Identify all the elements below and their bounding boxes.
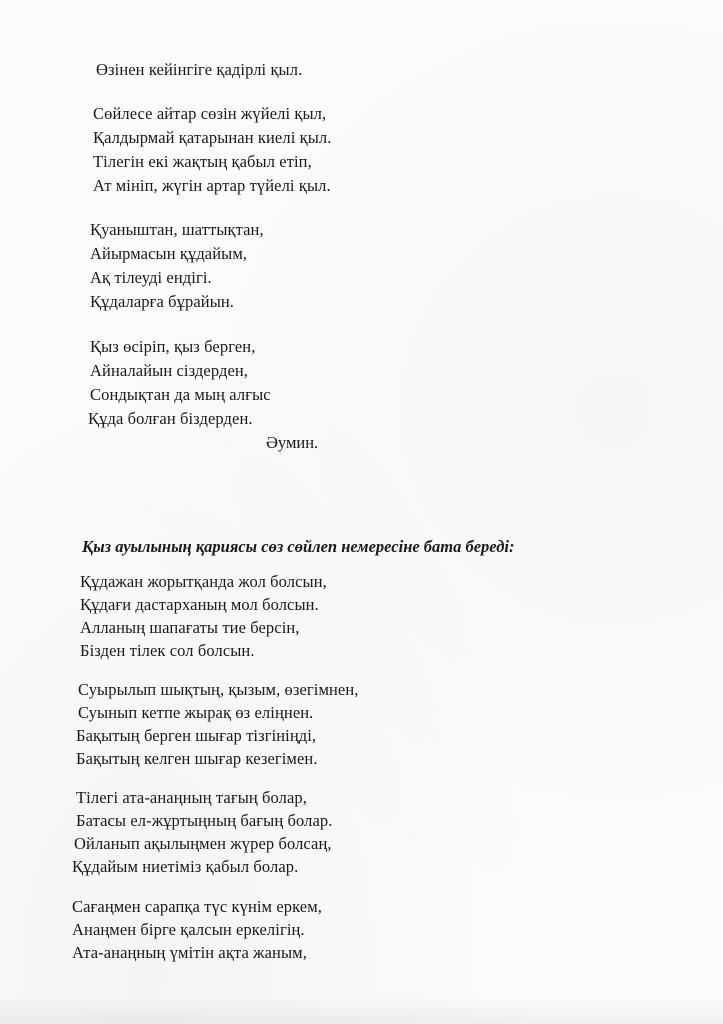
closing-amen: Әумин. <box>266 433 319 452</box>
poem-line: Ата-анаңның үмітін ақта жаным, <box>72 943 307 962</box>
poem-line: Суырылып шықтың, қызым, өзегімнен, <box>78 680 359 699</box>
poem-line: Бізден тілек сол болсын. <box>80 641 255 660</box>
poem-line: Ақ тілеуді ендігі. <box>90 268 212 287</box>
poem-line: Сондықтан да мың алғыс <box>90 385 271 404</box>
scan-shadow <box>0 996 723 1024</box>
poem-line: Құдағи дастарханың мол болсын. <box>80 595 319 614</box>
poem-line: Қалдырмай қатарынан киелі қыл. <box>93 128 332 147</box>
poem-line: Құдайым ниетіміз қабыл болар. <box>72 857 299 876</box>
poem-line: Құдажан жорытқанда жол болсын, <box>80 572 327 591</box>
poem-line: Батасы ел-жұртыңның бағың болар. <box>76 811 333 830</box>
opening-line: Өзінен кейінгіге қадірлі қыл. <box>96 60 303 79</box>
poem-line: Алланың шапағаты тие берсін, <box>80 618 300 637</box>
poem-line: Айналайын сіздерден, <box>90 361 249 380</box>
poem-line: Анаңмен бірге қалсын еркелігің. <box>72 920 305 939</box>
poem-line: Сағаңмен сарапқа түс күнім еркем, <box>72 897 322 916</box>
section-heading: Қыз ауылының қариясы сөз сөйлеп немересіне бата береді: <box>82 537 515 556</box>
poem-line: Суынып кетпе жырақ өз еліңнен. <box>78 703 314 722</box>
poem-line: Ойланып ақылыңмен жүрер болсаң, <box>74 834 332 853</box>
poem-line: Айырмасын құдайым, <box>90 244 248 263</box>
poem-line: Тілегін екі жақтың қабыл етіп, <box>93 152 312 171</box>
poem-line: Сөйлесе айтар сөзін жүйелі қыл, <box>93 104 327 123</box>
poem-line: Тілегі ата-анаңның тағың болар, <box>76 788 308 807</box>
poem-line: Құда болған біздерден. <box>88 409 253 428</box>
poem-line: Бақытың берген шығар тізгініңді, <box>76 726 317 745</box>
poem-line: Қыз өсіріп, қыз берген, <box>90 337 256 356</box>
poem-line: Қуаныштан, шаттықтан, <box>90 220 264 239</box>
poem-line: Құдаларға бұрайын. <box>90 292 235 311</box>
poem-line: Ат мініп, жүгін артар түйелі қыл. <box>93 176 331 195</box>
poem-line: Бақытың келген шығар кезегімен. <box>76 749 318 768</box>
